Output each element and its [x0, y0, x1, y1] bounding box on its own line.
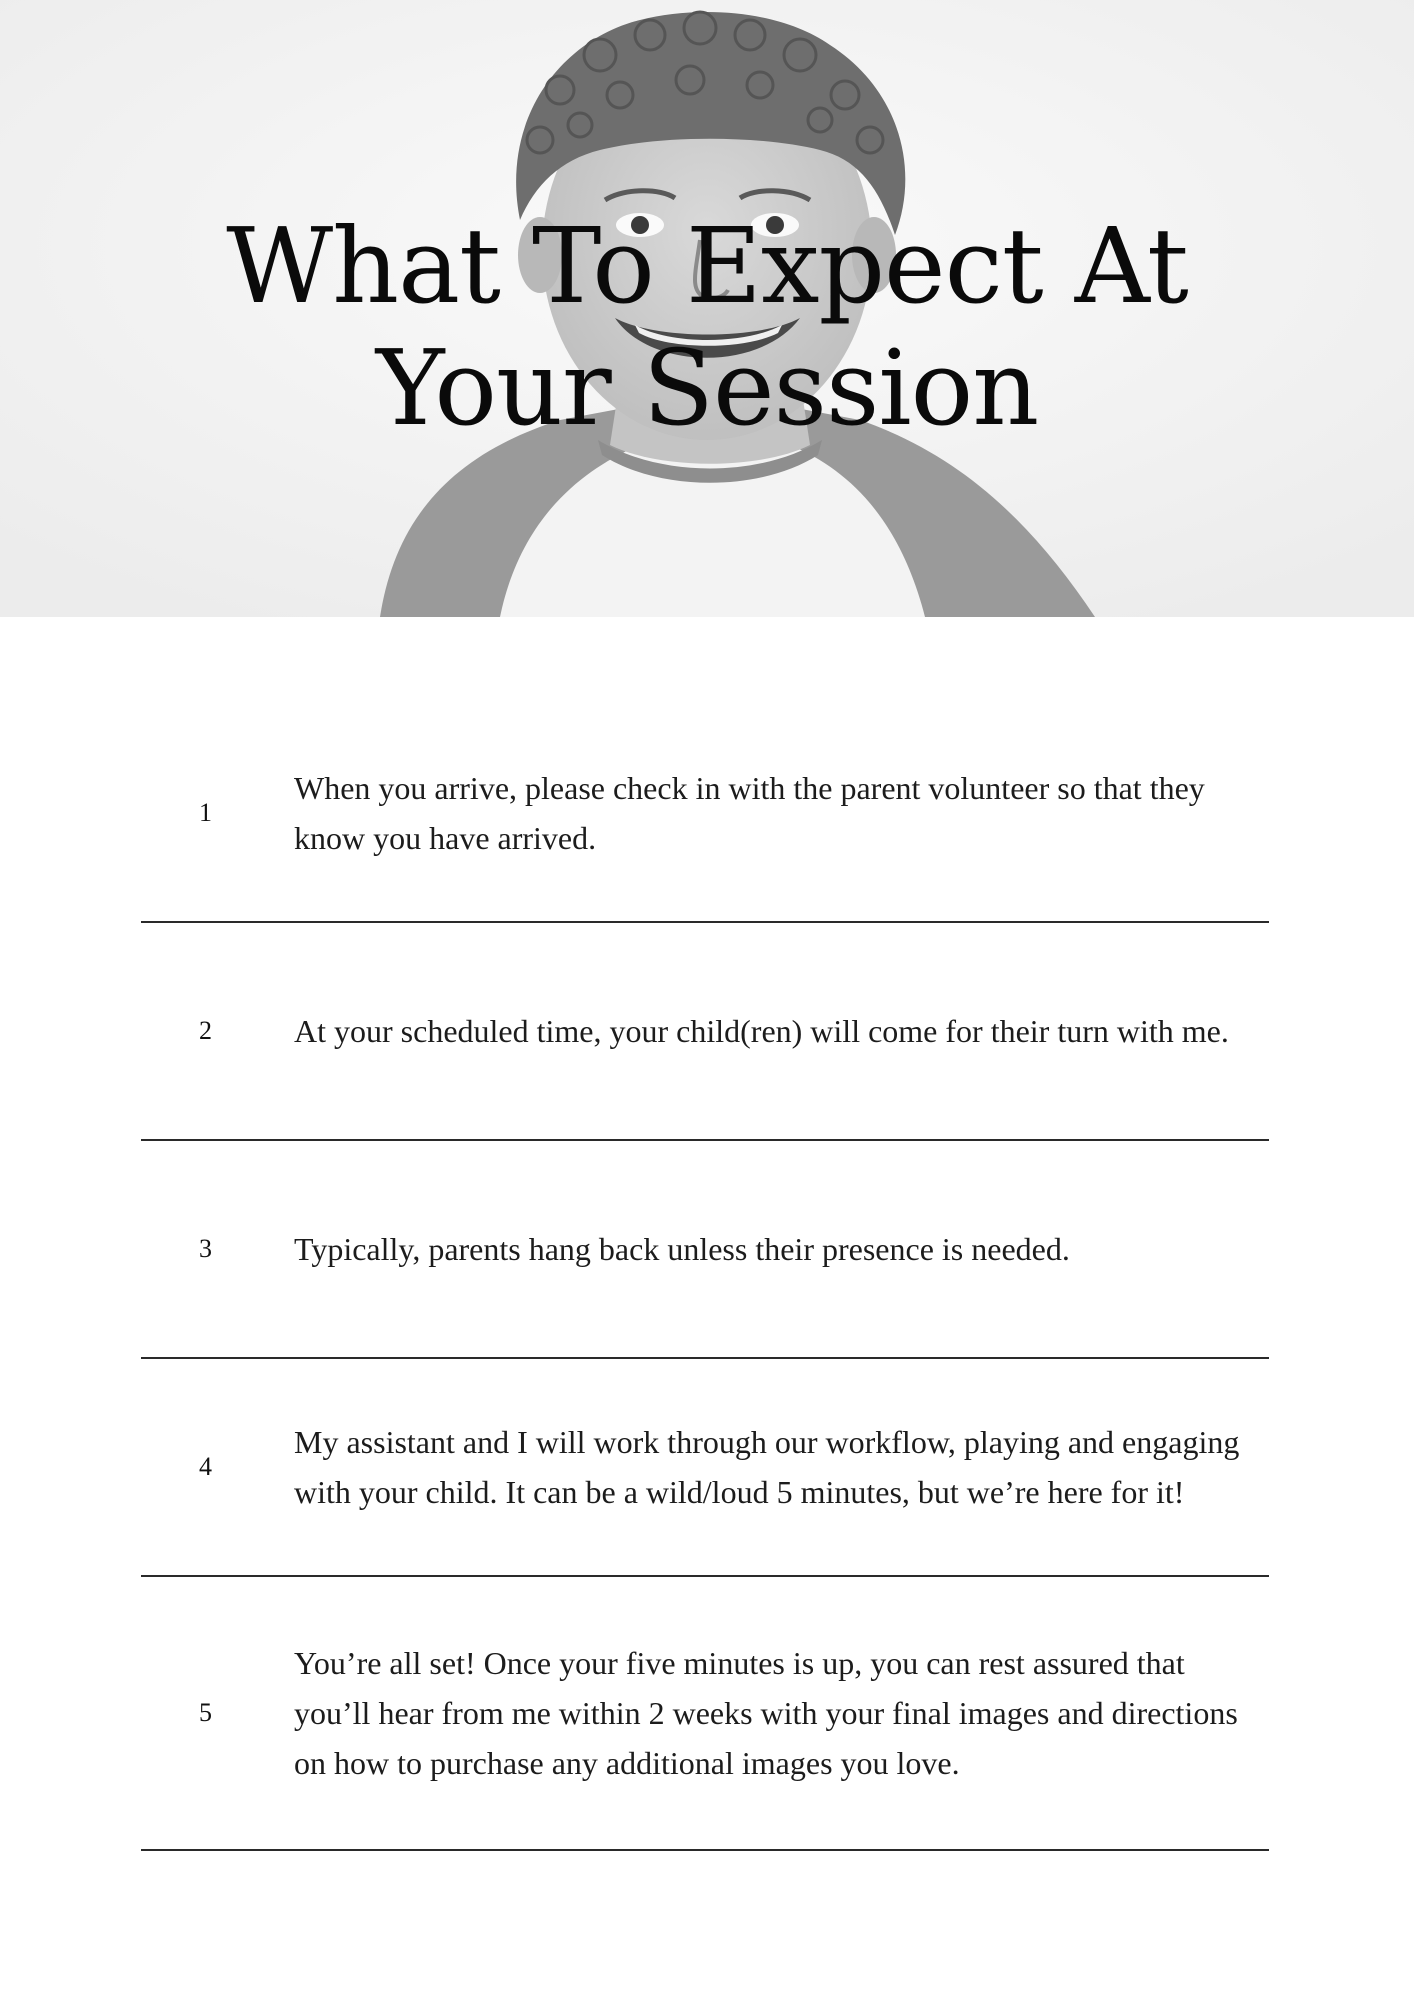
- step-item: [141, 1577, 1269, 1851]
- step-number: 4: [199, 1452, 212, 1481]
- step-number: 1: [199, 798, 212, 827]
- title-line-1: What To Expect At: [226, 205, 1188, 327]
- step-item: [141, 923, 1269, 1141]
- step-item: [141, 1141, 1269, 1359]
- step-text: My assistant and I will work through our workflow, playing and engaging with your child. It can be a wild/loud 5 minutes, but we’re here for it!: [294, 1424, 1240, 1510]
- hero-banner: [0, 0, 1414, 617]
- step-number: 3: [199, 1234, 212, 1263]
- steps-list: [141, 705, 1269, 1851]
- step-text: At your scheduled time, your child(ren) will come for their turn with me.: [294, 1013, 1229, 1049]
- step-text: When you arrive, please check in with the parent volunteer so that they know you have arrived.: [294, 770, 1205, 856]
- step-item: [141, 705, 1269, 923]
- step-text: Typically, parents hang back unless their presence is needed.: [294, 1231, 1070, 1267]
- step-text: You’re all set! Once your five minutes is up, you can rest assured that you’ll hear from me within 2 weeks with your final images and directions on how to purchase any additional images you love.: [294, 1645, 1238, 1781]
- title-line-2: Your Session: [375, 327, 1039, 449]
- step-number: 2: [199, 1016, 212, 1045]
- step-item: [141, 1359, 1269, 1577]
- page-title: [0, 205, 1414, 449]
- step-number: 5: [199, 1698, 212, 1727]
